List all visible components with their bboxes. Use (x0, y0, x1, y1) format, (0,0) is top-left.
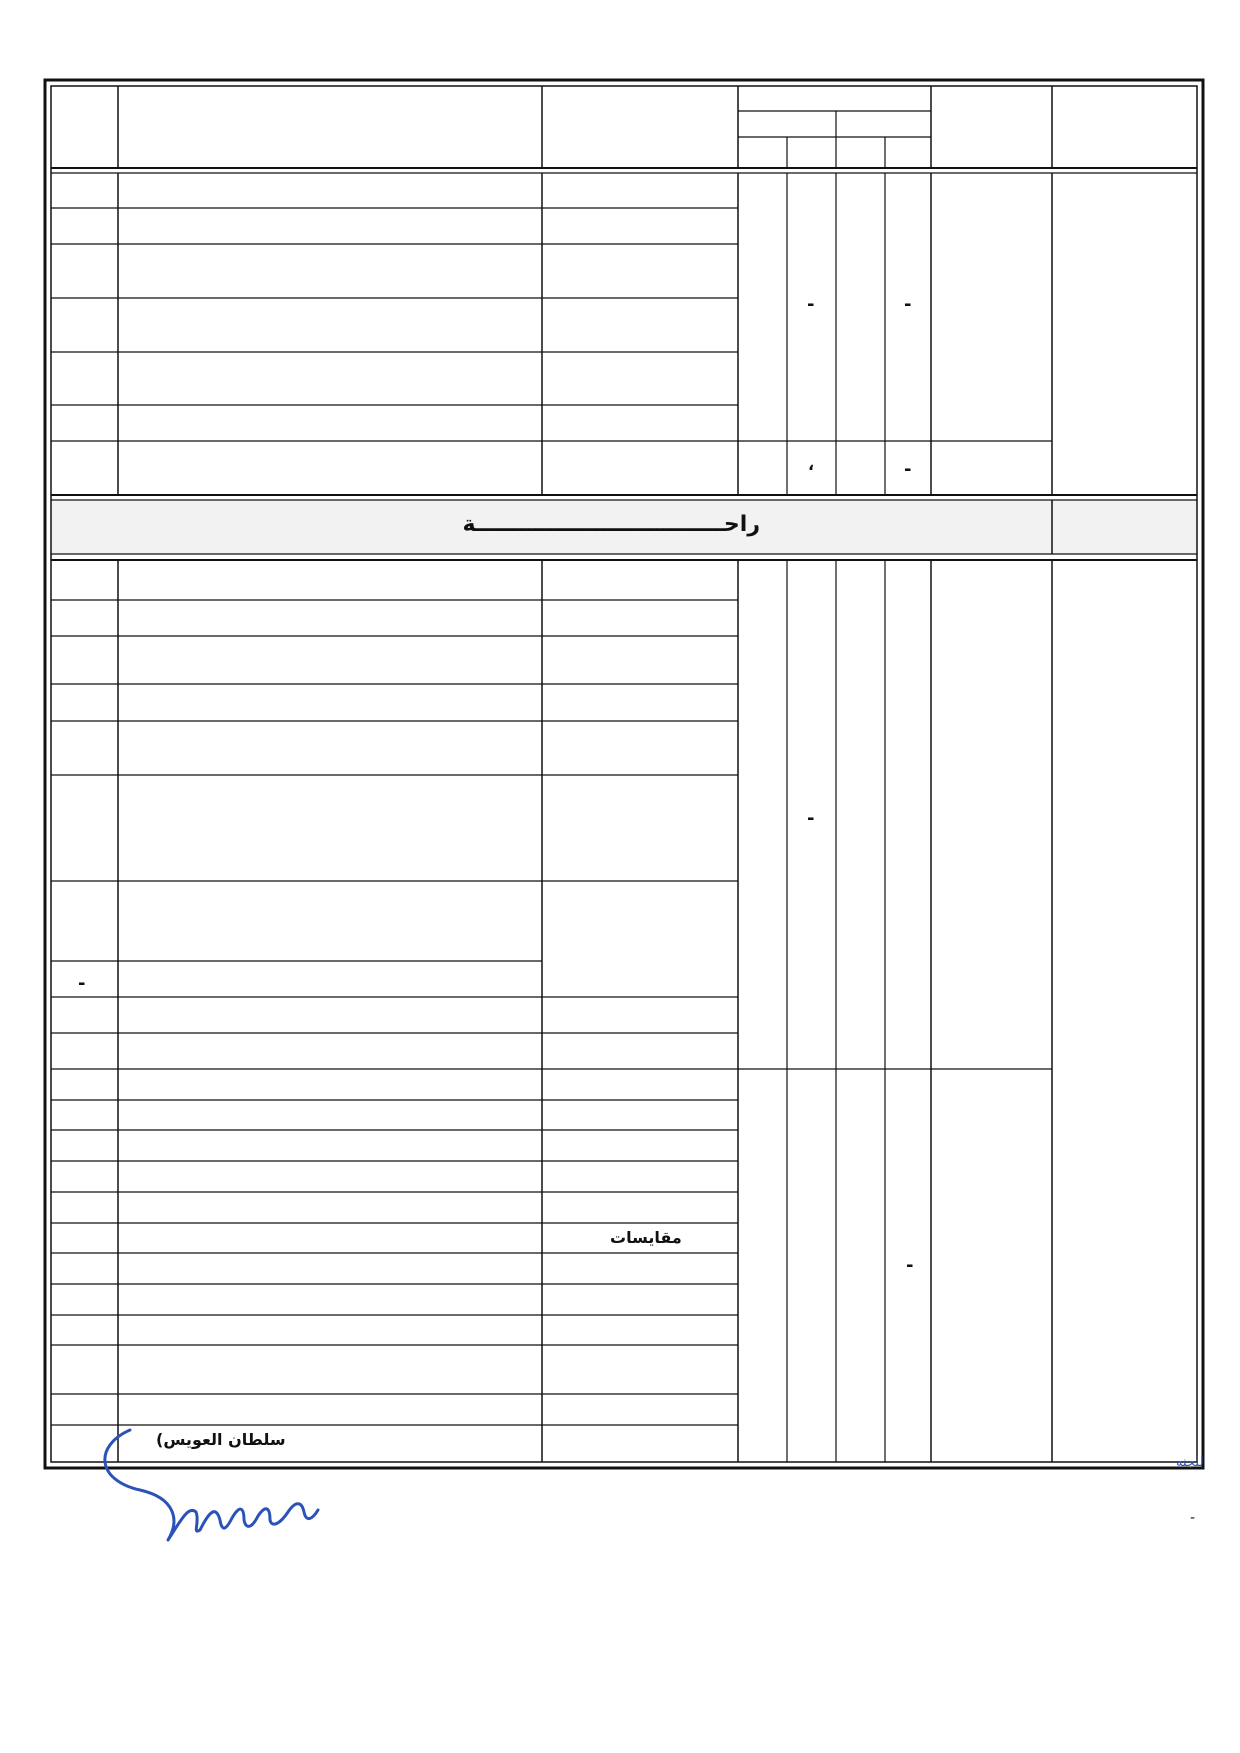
side-mark: - (78, 973, 86, 994)
signatory-name: سلطان العويس) (156, 1430, 286, 1449)
lower-block-col-label: مقايسات (610, 1228, 682, 1247)
margin-note: للجنه (1176, 1455, 1204, 1470)
top-block-last-mark-1: ، (808, 455, 815, 474)
margin-dash: - (1190, 1510, 1196, 1526)
mid-block-mark: - (807, 808, 815, 829)
top-block-mark-2: - (904, 294, 912, 315)
lower-block-mark: - (906, 1255, 914, 1276)
inner-frame (51, 86, 1197, 1462)
top-block-last-mark-2: - (904, 459, 912, 480)
section-header-label: راحـــــــــــــــــــــــــــــــــة (462, 512, 760, 537)
top-block-mark-1: - (807, 294, 815, 315)
outer-frame (45, 80, 1203, 1468)
